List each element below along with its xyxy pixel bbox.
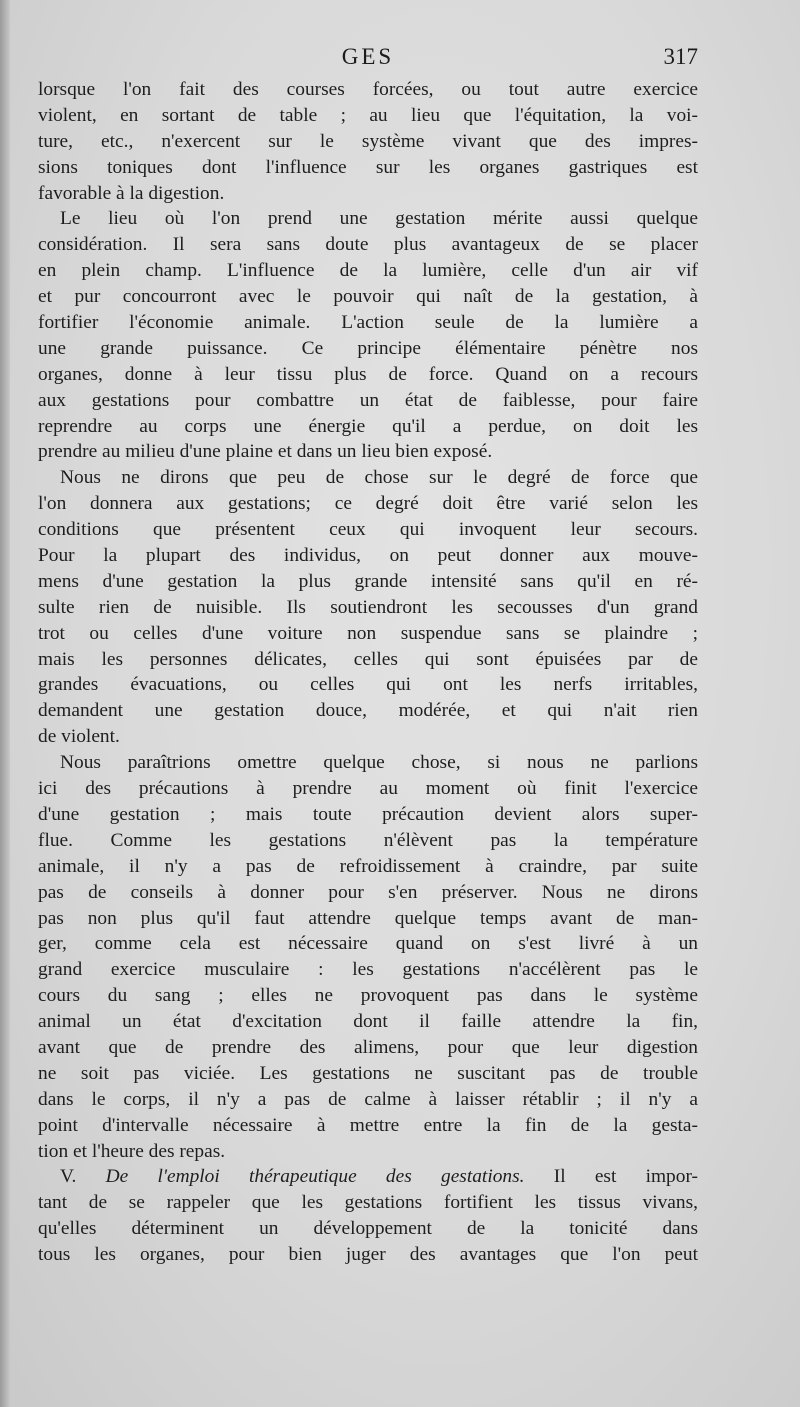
section-title: De l'emploi thérapeutique des gestations. bbox=[105, 1166, 525, 1188]
text-line: tion et l'heure des repas. bbox=[38, 1140, 226, 1162]
text-line: favorable à la digestion. bbox=[38, 182, 225, 204]
page-number: 317 bbox=[663, 44, 698, 69]
text-line: ne soit pas viciée. Les gestations ne suscitant pas de trouble bbox=[38, 1062, 698, 1084]
text-line: lorsque l'on fait des courses forcées, ou tout autre exercice bbox=[38, 79, 698, 100]
text-line: pas non plus qu'il faut attendre quelque temps avant de man- bbox=[38, 907, 698, 929]
text-line: Nous ne dirons que peu de chose sur le degré de force que bbox=[60, 467, 698, 489]
text-line: dans le corps, il n'y a pas de calme à laisser rétablir ; il n'y a bbox=[38, 1088, 698, 1110]
text-line: ger, comme cela est nécessaire quand on s'est livré à un bbox=[38, 933, 698, 955]
paragraph bbox=[38, 77, 698, 206]
text-line: grandes évacuations, ou celles qui ont les nerfs irritables, bbox=[38, 674, 698, 696]
paragraph bbox=[38, 206, 698, 465]
text-line: Le lieu où l'on prend une gestation mérite aussi quelque bbox=[60, 208, 698, 230]
text-line: flue. Comme les gestations n'élèvent pas la température bbox=[38, 829, 698, 851]
text-line: Nous paraîtrions omettre quelque chose, si nous ne parlions bbox=[60, 752, 698, 774]
text-line: une grande puissance. Ce principe élémentaire pénètre nos bbox=[38, 337, 698, 359]
text-line: point d'intervalle nécessaire à mettre entre la fin de la gesta- bbox=[38, 1114, 698, 1136]
page-header bbox=[38, 44, 698, 80]
text-line: organes, donne à leur tissu plus de force. Quand on a recours bbox=[38, 363, 698, 385]
paragraph bbox=[38, 750, 698, 1164]
section-label: V. bbox=[60, 1166, 77, 1188]
paragraph bbox=[38, 465, 698, 750]
text-line: animale, il n'y a pas de refroidissement à craindre, par suite bbox=[38, 855, 698, 877]
text-fragment: Il est impor- bbox=[553, 1166, 698, 1188]
text-line: tant de se rappeler que les gestations fortifient les tissus vivans, bbox=[38, 1192, 698, 1214]
text-line: trot ou celles d'une voiture non suspendue sans se plaindre ; bbox=[38, 622, 698, 644]
section-paragraph bbox=[38, 1164, 698, 1268]
text-line: demandent une gestation douce, modérée, et qui n'ait rien bbox=[38, 700, 698, 722]
text-line: aux gestations pour combattre un état de faiblesse, pour faire bbox=[38, 389, 698, 411]
page-body bbox=[38, 77, 698, 1268]
running-head: GES bbox=[341, 44, 395, 69]
text-line: tous les organes, pour bien juger des avantages que l'on peut bbox=[38, 1244, 698, 1266]
text-line: avant que de prendre des alimens, pour que leur digestion bbox=[38, 1036, 698, 1058]
text-line: l'on donnera aux gestations; ce degré doit être varié selon les bbox=[38, 493, 698, 515]
text-line: qu'elles déterminent un développement de la tonicité dans bbox=[38, 1218, 698, 1240]
text-line: animal un état d'excitation dont il faille attendre la fin, bbox=[38, 1011, 698, 1033]
text-line: en plein champ. L'influence de la lumière, celle d'un air vif bbox=[38, 260, 698, 282]
text-line: d'une gestation ; mais toute précaution devient alors super- bbox=[38, 803, 698, 825]
text-line: ture, etc., n'exercent sur le système vivant que des impres- bbox=[38, 130, 698, 152]
text-line: sions toniques dont l'influence sur les organes gastriques est bbox=[38, 156, 698, 178]
text-line: pas de conseils à donner pour s'en préserver. Nous ne dirons bbox=[38, 881, 698, 903]
text-line: cours du sang ; elles ne provoquent pas dans le système bbox=[38, 985, 698, 1007]
text-line: conditions que présentent ceux qui invoquent leur secours. bbox=[38, 519, 698, 541]
text-line: mens d'une gestation la plus grande intensité sans qu'il en ré- bbox=[38, 570, 698, 592]
text-line: grand exercice musculaire : les gestations n'accélèrent pas le bbox=[38, 959, 698, 981]
section-heading-line bbox=[38, 1164, 698, 1190]
text-line: sulte rien de nuisible. Ils soutiendront les secousses d'un grand bbox=[38, 596, 698, 618]
text-line: ici des précautions à prendre au moment où finit l'exercice bbox=[38, 778, 698, 800]
page-gutter-shadow bbox=[0, 0, 10, 1407]
text-line: violent, en sortant de table ; au lieu que l'équitation, la voi- bbox=[38, 104, 698, 126]
text-line: prendre au milieu d'une plaine et dans un lieu bien exposé. bbox=[38, 441, 493, 463]
text-line: reprendre au corps une énergie qu'il a perdue, on doit les bbox=[38, 415, 698, 437]
text-line: fortifier l'économie animale. L'action seule de la lumière a bbox=[38, 312, 698, 334]
text-line: mais les personnes délicates, celles qui sont épuisées par de bbox=[38, 648, 698, 670]
text-line: et pur concourront avec le pouvoir qui naît de la gestation, à bbox=[38, 286, 698, 308]
text-line: de violent. bbox=[38, 726, 120, 748]
text-line: considération. Il sera sans doute plus avantageux de se placer bbox=[38, 234, 698, 256]
text-line: Pour la plupart des individus, on peut donner aux mouve- bbox=[38, 545, 698, 567]
